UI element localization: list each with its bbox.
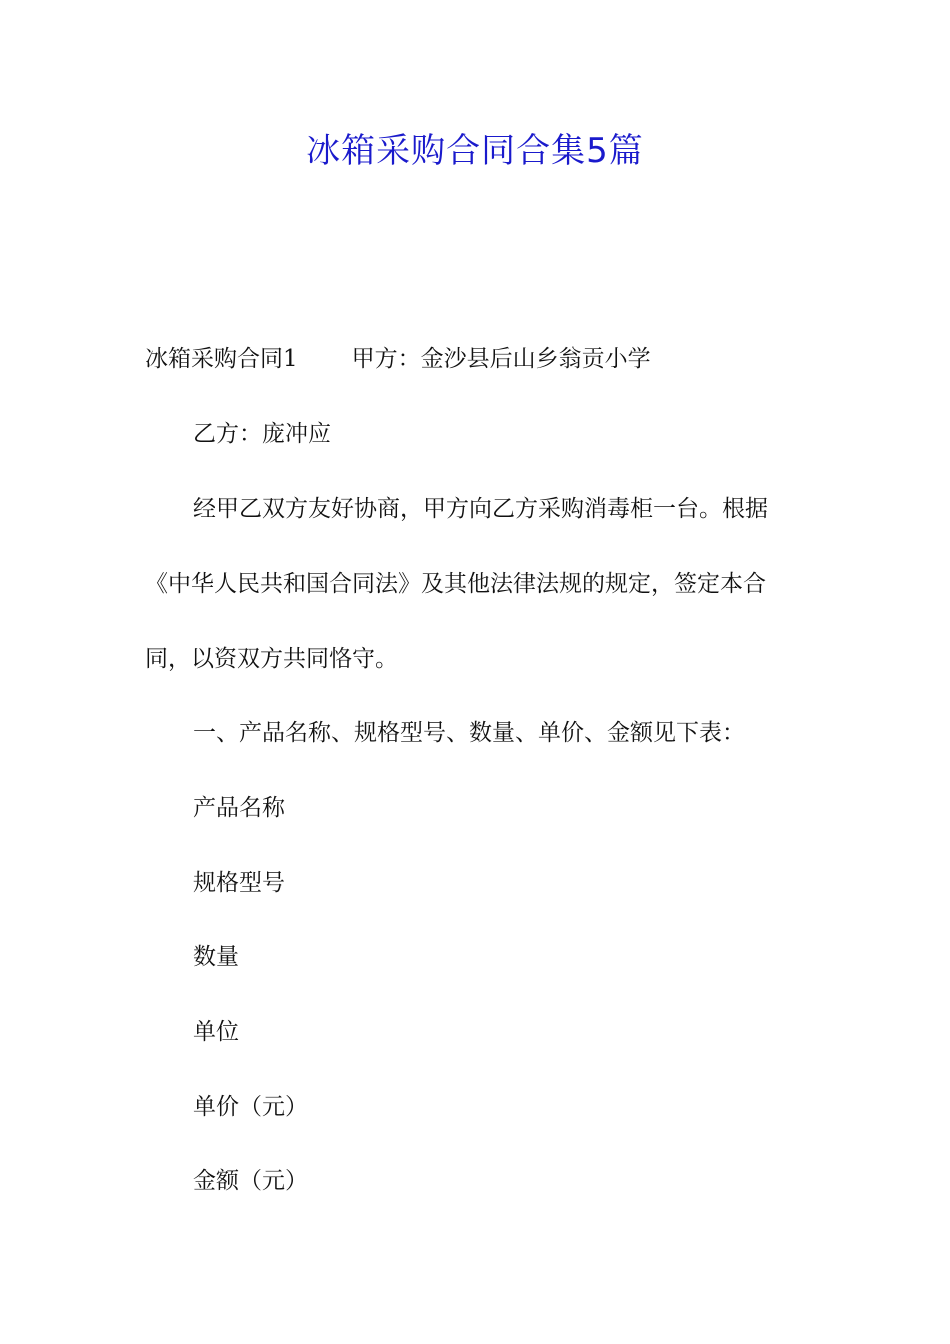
table-field: 数量	[193, 944, 239, 970]
document-title: 冰箱采购合同合集5篇	[306, 131, 644, 171]
table-field: 金额（元）	[193, 1168, 308, 1194]
table-field: 产品名称	[193, 795, 285, 821]
intro-line: 同，以资双方共同恪守。	[145, 646, 398, 672]
table-field: 规格型号	[193, 870, 285, 896]
intro-line: 经甲乙双方友好协商，甲方向乙方采购消毒柜一台。根据	[193, 496, 768, 522]
heading-line	[145, 343, 651, 375]
party-b: 乙方：庞冲应	[193, 421, 331, 447]
party-a: 甲方：金沙县后山乡翁贡小学	[351, 346, 651, 372]
table-field: 单价（元）	[193, 1094, 308, 1120]
contract-heading: 冰箱采购合同1	[145, 346, 298, 372]
clause-1: 一、产品名称、规格型号、数量、单价、金额见下表：	[193, 720, 745, 746]
table-field: 单位	[193, 1019, 239, 1045]
intro-line: 《中华人民共和国合同法》及其他法律法规的规定，签定本合	[145, 571, 766, 597]
